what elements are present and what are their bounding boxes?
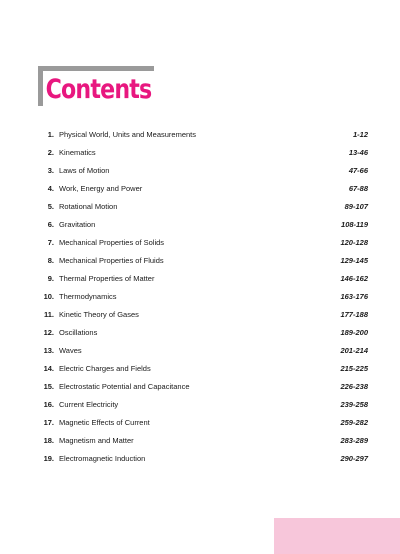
toc-entry-title: Mechanical Properties of Solids bbox=[59, 238, 165, 247]
toc-entry-number: 2. bbox=[47, 148, 54, 157]
toc-entry-pages: 177-188 bbox=[340, 310, 368, 319]
toc-entry-number: 18. bbox=[43, 436, 54, 445]
toc-entry-pages: 13-46 bbox=[348, 148, 368, 157]
toc-entry[interactable] bbox=[38, 270, 368, 288]
toc-entry-title: Rotational Motion bbox=[59, 202, 118, 211]
toc-entry-pages: 290-297 bbox=[340, 454, 368, 463]
title-box bbox=[43, 71, 154, 106]
toc-entry[interactable] bbox=[38, 252, 368, 270]
toc-entry-number: 7. bbox=[47, 238, 54, 247]
toc-entry[interactable] bbox=[38, 396, 368, 414]
toc-entry-pages: 1-12 bbox=[352, 130, 368, 139]
toc-entry-title: Waves bbox=[59, 346, 82, 355]
toc-entry-pages: 189-200 bbox=[340, 328, 368, 337]
toc-entry[interactable] bbox=[38, 144, 368, 162]
toc-entry-title: Electrostatic Potential and Capacitance bbox=[59, 382, 190, 391]
toc-entry[interactable] bbox=[38, 378, 368, 396]
toc-entry-number: 4. bbox=[47, 184, 54, 193]
toc-entry[interactable] bbox=[38, 450, 368, 468]
toc-entry-pages: 120-128 bbox=[340, 238, 368, 247]
toc-entry-pages: 163-176 bbox=[340, 292, 368, 301]
toc-entry-number: 14. bbox=[43, 364, 54, 373]
toc-entry[interactable] bbox=[38, 414, 368, 432]
toc-entry-number: 9. bbox=[47, 274, 54, 283]
toc-entry[interactable] bbox=[38, 198, 368, 216]
toc-entry-title: Oscillations bbox=[59, 328, 98, 337]
toc-entry-pages: 201-214 bbox=[340, 346, 368, 355]
toc-entry-number: 10. bbox=[43, 292, 54, 301]
toc-entry-pages: 89-107 bbox=[344, 202, 368, 211]
toc-entry-number: 11. bbox=[43, 310, 54, 319]
toc-entry-pages: 259-282 bbox=[340, 418, 368, 427]
toc-entry[interactable] bbox=[38, 180, 368, 198]
corner-decoration bbox=[274, 518, 400, 554]
toc-entry[interactable] bbox=[38, 432, 368, 450]
toc-entry-number: 19. bbox=[43, 454, 54, 463]
toc-entry-number: 15. bbox=[43, 382, 54, 391]
toc-entry-pages: 239-258 bbox=[340, 400, 368, 409]
toc-entry-title: Thermodynamics bbox=[59, 292, 117, 301]
toc-entry-pages: 283-289 bbox=[340, 436, 368, 445]
toc-entry-title: Work, Energy and Power bbox=[59, 184, 143, 193]
toc-entry-number: 6. bbox=[47, 220, 54, 229]
toc-entry-title: Magnetic Effects of Current bbox=[59, 418, 150, 427]
toc-entry-title: Electromagnetic Induction bbox=[59, 454, 146, 463]
toc-entry-number: 3. bbox=[47, 166, 54, 175]
toc-entry-title: Gravitation bbox=[59, 220, 96, 229]
table-of-contents bbox=[38, 126, 368, 468]
toc-entry-title: Magnetism and Matter bbox=[59, 436, 134, 445]
toc-entry[interactable] bbox=[38, 306, 368, 324]
toc-entry-number: 8. bbox=[47, 256, 54, 265]
toc-entry-number: 5. bbox=[47, 202, 54, 211]
toc-entry[interactable] bbox=[38, 234, 368, 252]
toc-entry[interactable] bbox=[38, 288, 368, 306]
toc-entry-pages: 146-162 bbox=[340, 274, 368, 283]
toc-entry-title: Kinematics bbox=[59, 148, 96, 157]
toc-entry-pages: 226-238 bbox=[340, 382, 368, 391]
toc-entry-pages: 215-225 bbox=[340, 364, 368, 373]
toc-entry-title: Electric Charges and Fields bbox=[59, 364, 151, 373]
toc-entry-pages: 47-66 bbox=[348, 166, 368, 175]
page-title: Contents bbox=[45, 74, 152, 105]
toc-entry[interactable] bbox=[38, 360, 368, 378]
toc-entry-number: 1. bbox=[47, 130, 54, 139]
title-block bbox=[38, 66, 154, 106]
toc-entry-title: Thermal Properties of Matter bbox=[59, 274, 155, 283]
toc-entry-title: Kinetic Theory of Gases bbox=[59, 310, 139, 319]
toc-entry-title: Current Electricity bbox=[59, 400, 119, 409]
toc-entry-number: 17. bbox=[43, 418, 54, 427]
toc-entry-title: Mechanical Properties of Fluids bbox=[59, 256, 164, 265]
toc-entry[interactable] bbox=[38, 162, 368, 180]
toc-entry-title: Laws of Motion bbox=[59, 166, 110, 175]
toc-entry-pages: 108-119 bbox=[341, 220, 368, 229]
toc-entry-pages: 67-88 bbox=[348, 184, 368, 193]
toc-entry-number: 16. bbox=[43, 400, 54, 409]
toc-entry[interactable] bbox=[38, 324, 368, 342]
toc-entry[interactable] bbox=[38, 126, 368, 144]
toc-entry-number: 12. bbox=[43, 328, 54, 337]
toc-entry[interactable] bbox=[38, 342, 368, 360]
toc-entry-pages: 129-145 bbox=[340, 256, 368, 265]
toc-entry[interactable] bbox=[38, 216, 368, 234]
toc-entry-number: 13. bbox=[43, 346, 54, 355]
toc-entry-title: Physical World, Units and Measurements bbox=[59, 130, 196, 139]
